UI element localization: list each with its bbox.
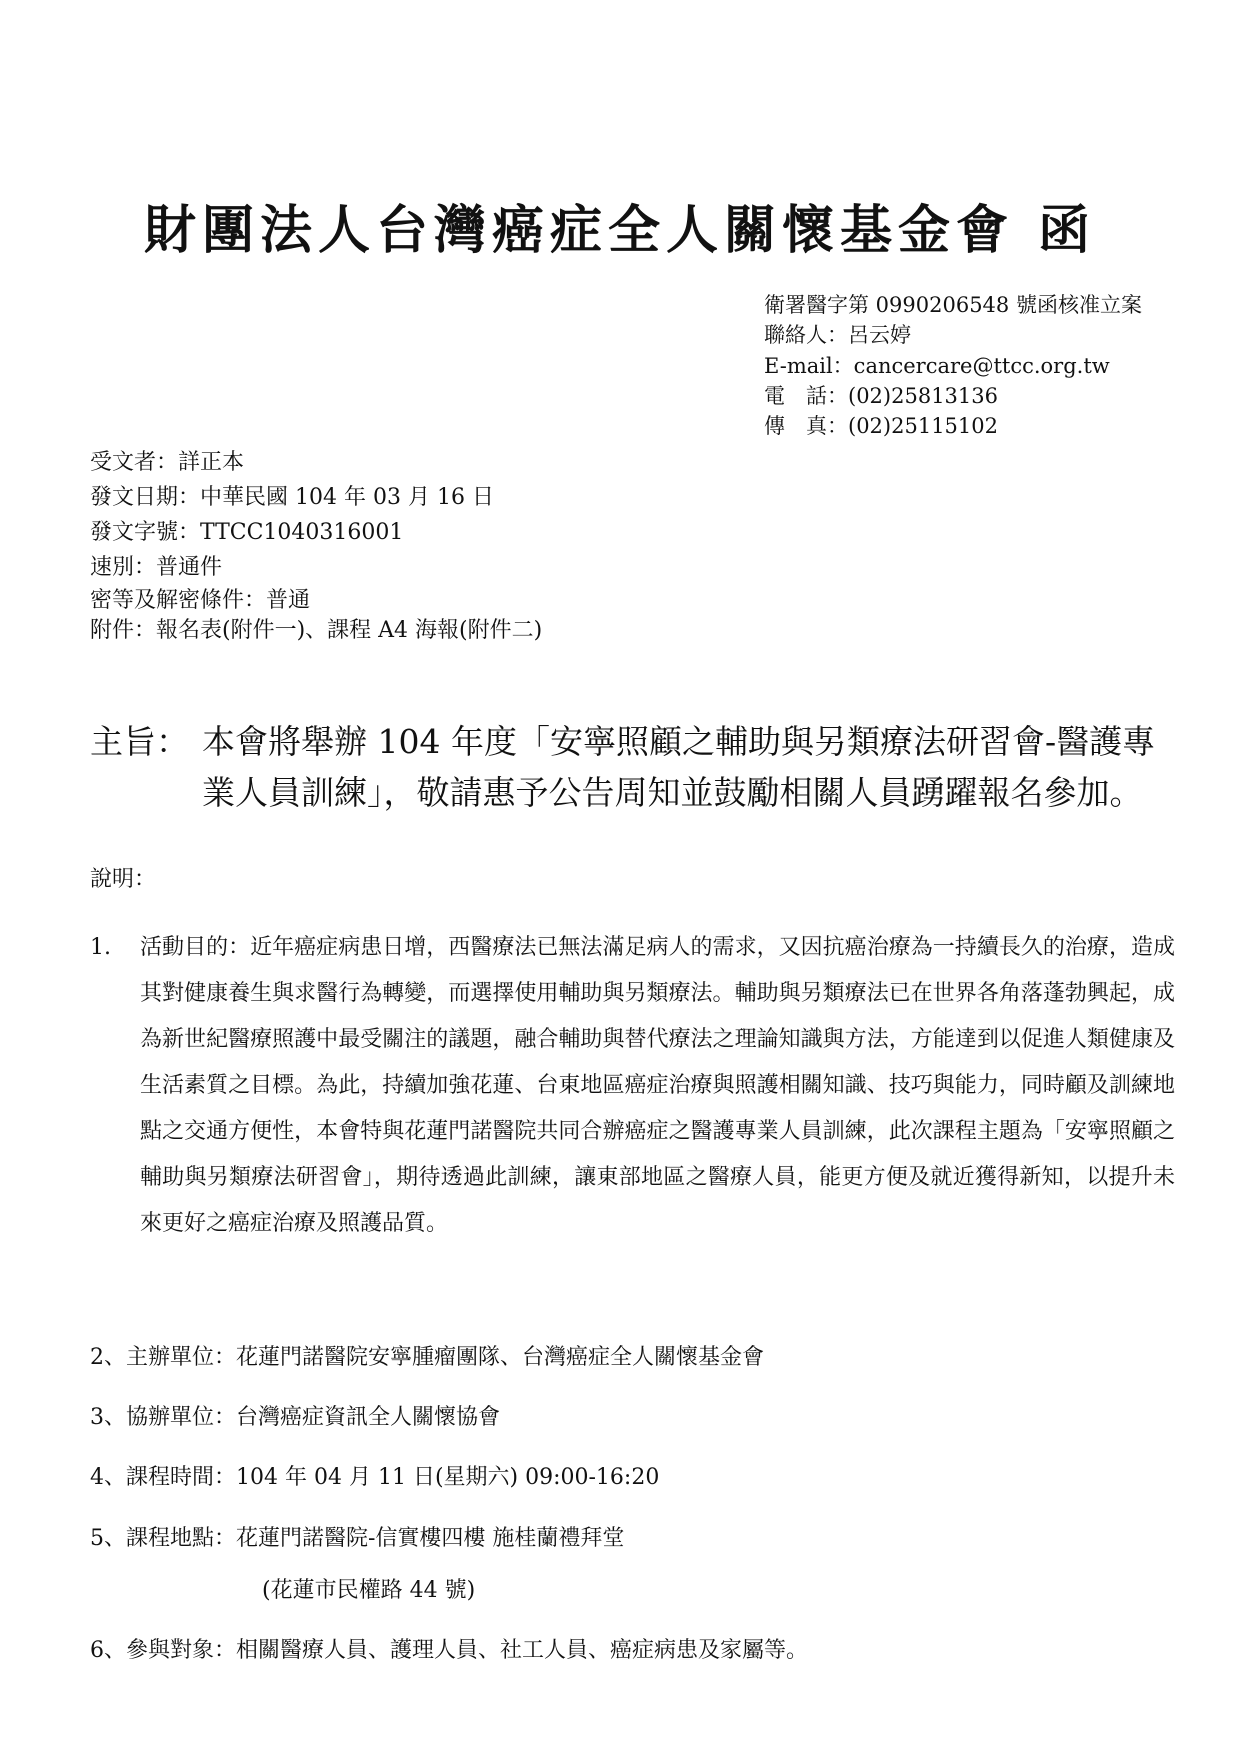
contact-phone: 電 話：(02)25813136 — [764, 384, 998, 408]
list-item-purpose — [90, 925, 1175, 1247]
document-number: 發文字號：TTCC1040316001 — [90, 520, 404, 545]
list-item-co-organizer: 3、協辦單位：台灣癌症資訊全人關懷協會 — [90, 1405, 500, 1430]
document-title: 財團法人台灣癌症全人關懷基金會 函 — [143, 200, 1097, 261]
list-item-organizer: 2、主辦單位：花蓮門諾醫院安寧腫瘤團隊、台灣癌症全人關懷基金會 — [90, 1345, 764, 1370]
course-address: (花蓮市民權路 44 號) — [262, 1578, 476, 1603]
list-item-participants: 6、參與對象：相關醫療人員、護理人員、社工人員、癌症病患及家屬等。 — [90, 1638, 808, 1663]
list-item-course-location: 5、課程地點：花蓮門諾醫院-信實樓四樓 施桂蘭禮拜堂 — [90, 1526, 625, 1551]
item-text: 活動目的：近年癌症病患日增，西醫療法已無法滿足病人的需求，又因抗癌治療為一持續長久的治療，造成其對健康養生與求醫行為轉變，而選擇使用輔助與另類療法。輔助與另類療法已在世界各角落蓬勃興起，成為新世紀醫療照護中最受關注的議題，融合輔助與替代療法之理論知識與方法，方能達到以促進人類健康及生活素質之目標。為此，持續加強花蓮、台東地區癌症治療與照護相關知識、技巧與能力，同時顧及訓練地點之交通方便性，本會特與花蓮門諾醫院共同合辦癌症之醫護專業人員訓練，此次課程主題為「安寧照顧之輔助與另類療法研習會」，期待透過此訓練，讓東部地區之醫療人員，能更方便及就近獲得新知，以提升未來更好之癌症治療及照護品質。 — [140, 935, 1175, 1236]
explanation-label: 說明： — [90, 867, 157, 892]
delivery-speed: 速別：普通件 — [90, 555, 223, 580]
list-item-course-time: 4、課程時間：104 年 04 月 11 日(星期六) 09:00-16:20 — [90, 1465, 660, 1490]
subject-text: 本會將舉辦 104 年度「安寧照顧之輔助與另類療法研習會-醫護專業人員訓練」，敬請惠予公告周知並鼓勵相關人員踴躍報名參加。 — [202, 722, 1156, 812]
registration-number: 衛署醫字第 0990206548 號函核准立案 — [764, 293, 1142, 317]
issue-date: 發文日期：中華民國 104 年 03 月 16 日 — [90, 485, 494, 510]
contact-fax: 傳 真：(02)25115102 — [764, 414, 998, 438]
contact-person: 聯絡人：呂云婷 — [764, 323, 911, 347]
subject-section — [90, 716, 1180, 818]
attachments: 附件：報名表(附件一)、課程 A4 海報(附件二) — [90, 618, 543, 643]
subject-label: 主旨： — [90, 722, 189, 761]
security-level: 密等及解密條件：普通 — [90, 588, 311, 613]
recipient: 受文者：詳正本 — [90, 450, 245, 475]
contact-email: E-mail：cancercare@ttcc.org.tw — [764, 354, 1110, 378]
item-number: 1. — [90, 935, 111, 960]
